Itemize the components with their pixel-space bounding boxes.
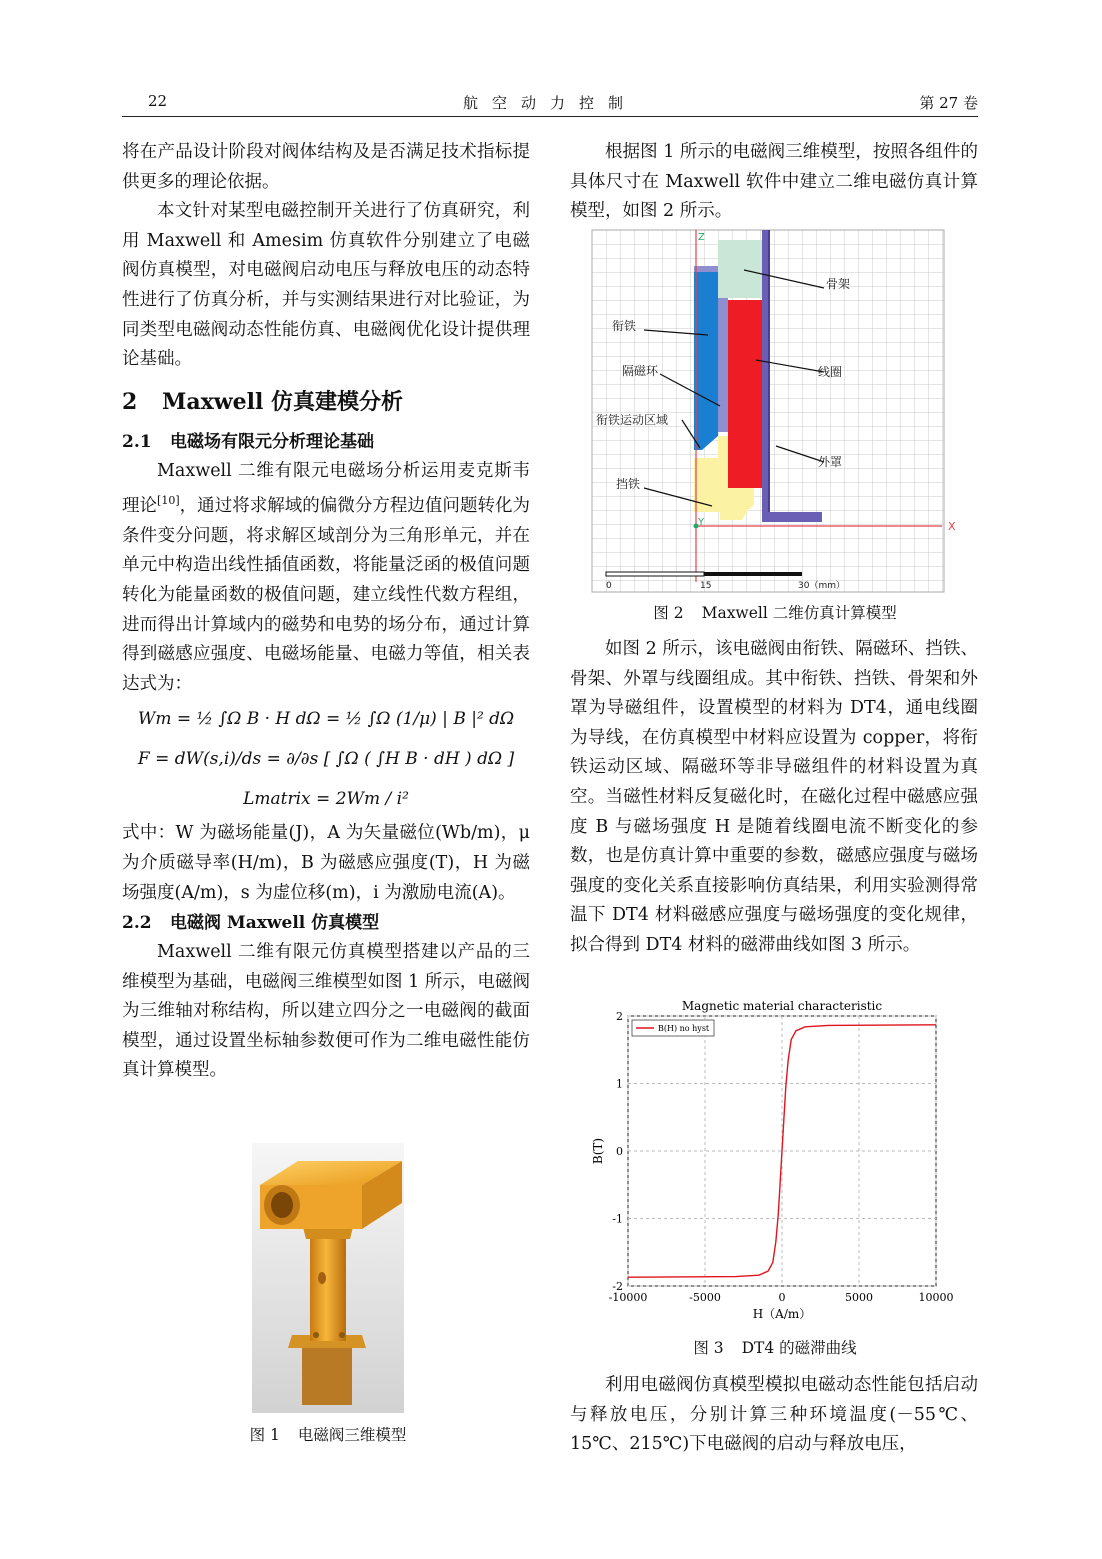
x-tick-label: 10000: [918, 1291, 954, 1304]
label-stop: 挡铁: [616, 477, 641, 491]
y-tick-label: 1: [616, 1077, 623, 1091]
subsection-heading: 2.2 电磁阀 Maxwell 仿真模型: [122, 913, 380, 934]
x-tick-label: 5000: [845, 1291, 873, 1304]
maxwell-2d-model: [592, 230, 956, 592]
y-axis-label: B(T): [591, 1137, 605, 1165]
label-motion-area: 衔铁运动区域: [596, 413, 669, 427]
svg-text:15: 15: [700, 581, 712, 591]
paragraph: 如图 2 所示，该电磁阀由衔铁、隔磁环、挡铁、骨架、外罩与线圈组成。其中衔铁、挡铁、骨架和外罩为导磁组件，设置模型的材料为 DT4，通电线圈为导线，在仿真模型中材料应设置为 copper，将衔铁运动区域、隔磁环等非导磁组件的材料设置为真空。当磁性材料反复磁化时，在磁化过程中磁感应强度 B 与磁场强度 H 是随着线圈电流不断变化的参数，也是仿真计算中重要的参数，磁感应强度与磁场强度的变化关系直接影响仿真结果，利用实验测得常温下 DT4 材料磁感应强度与磁场强度的变化规律，拟合得到 DT4 材料的磁滞曲线如图 3 所示。: [570, 639, 978, 955]
volume: 第 27 卷: [919, 94, 978, 112]
subsection-heading: 2.1 电磁场有限元分析理论基础: [122, 431, 374, 452]
svg-text:Y: Y: [698, 517, 705, 528]
x-tick-label: 0: [778, 1291, 786, 1304]
svg-text:30（mm）: 30（mm）: [798, 581, 845, 591]
legend-label: B(H) no hyst: [658, 1024, 710, 1033]
right-column-top: [570, 138, 978, 227]
label-coil: 线圈: [818, 365, 843, 379]
figure-3-caption: 图 3 DT4 的磁滞曲线: [693, 1339, 857, 1357]
paragraph: Maxwell 二维有限元电磁场分析运用麦克斯韦理论[10]，通过将求解域的偏微分方程边值问题转化为条件变分问题，将求解区域剖分为三角形单元，并在单元中构造出线性插值函数，将能量泛函的极值问题转化为能量函数的极值问题，建立线性代数方程组，进而得出计算域内的磁势和电势的场分布，通过计算得到磁感应强度、电磁场能量、电磁力等值，相关表达式为：: [122, 460, 531, 694]
section-heading: 2 Maxwell 仿真建模分析: [122, 388, 404, 415]
figure-2: [592, 230, 956, 592]
label-shell: 外罩: [818, 455, 843, 469]
paragraph: Maxwell 二维有限元仿真模型搭建以产品的三维模型为基础，电磁阀三维模型如图 1 所示，电磁阀为三维轴对称结构，所以建立四分之一电磁阀的截面模型，通过设置坐标轴参数便可作为二维电磁性能仿真计算模型。: [122, 942, 530, 1081]
equation-energy: Wm = ½ ∫Ω B · H dΩ = ½ ∫Ω (1/μ) | B |² dΩ: [137, 709, 515, 730]
y-tick-label: 2: [616, 1010, 623, 1023]
figure-1-caption: 图 1 电磁阀三维模型: [249, 1426, 407, 1444]
journal-title: 航空动力控制: [462, 94, 637, 112]
paragraph: 根据图 1 所示的电磁阀三维模型，按照各组件的具体尺寸在 Maxwell 软件中建立二维电磁仿真计算模型，如图 2 所示。: [570, 142, 978, 222]
figure-2-caption: 图 2 Maxwell 二维仿真计算模型: [653, 604, 897, 622]
x-tick-label: -10000: [608, 1291, 648, 1304]
right-column-mid: [570, 635, 978, 961]
chart-title: Magnetic material characteristic: [681, 999, 883, 1013]
paragraph: 将在产品设计阶段对阀体结构及是否满足技术指标提供更多的理论依据。: [122, 142, 530, 192]
y-tick-label: 0: [616, 1145, 623, 1158]
svg-text:Z: Z: [698, 232, 705, 243]
svg-text:X: X: [948, 520, 956, 533]
left-column: [122, 138, 530, 1086]
equation-inductance: Lmatrix = 2Wm / i²: [243, 789, 409, 810]
figure-1: [252, 1143, 404, 1413]
header-rule: [122, 116, 978, 117]
right-column-bottom: [570, 1371, 978, 1460]
svg-text:0: 0: [606, 581, 612, 591]
page-number: 22: [148, 92, 168, 110]
equation-force: F = dW(s,i)/ds = ∂/∂s [ ∫Ω ( ∫H B · dH ) dΩ ]: [137, 749, 515, 770]
paragraph: 利用电磁阀仿真模型模拟电磁动态性能包括启动与释放电压，分别计算三种环境温度(－55℃、15℃、215℃)下电磁阀的启动与释放电压，: [570, 1375, 978, 1455]
y-tick-label: -1: [612, 1212, 623, 1226]
valve-3d-model: [252, 1143, 404, 1413]
label-armature: 衔铁: [612, 319, 637, 333]
label-bobbin: 骨架: [826, 277, 851, 291]
citation: [10]: [157, 494, 180, 508]
paragraph: 式中：W 为磁场能量(J)，A 为矢量磁位(Wb/m)，μ 为介质磁导率(H/m)，B 为磁感应强度(T)，H 为磁场强度(A/m)，s 为虚位移(m)，i 为激励电流(A)。: [122, 823, 530, 903]
x-tick-label: -5000: [689, 1291, 721, 1304]
paragraph: 本文针对某型电磁控制开关进行了仿真研究，利用 Maxwell 和 Amesim 仿真软件分别建立了电磁阀仿真模型，对电磁阀启动电压与释放电压的动态特性进行了仿真分析，并与实测结果进行对比验证，为同类型电磁阀动态性能仿真、电磁阀优化设计提供理论基础。: [122, 201, 530, 370]
hysteresis-chart: [584, 994, 964, 1328]
x-axis-label: H（A/m）: [752, 1307, 812, 1321]
label-ring: 隔磁环: [622, 364, 659, 378]
figure-3: [584, 994, 964, 1328]
y-tick-label: -2: [612, 1280, 623, 1293]
